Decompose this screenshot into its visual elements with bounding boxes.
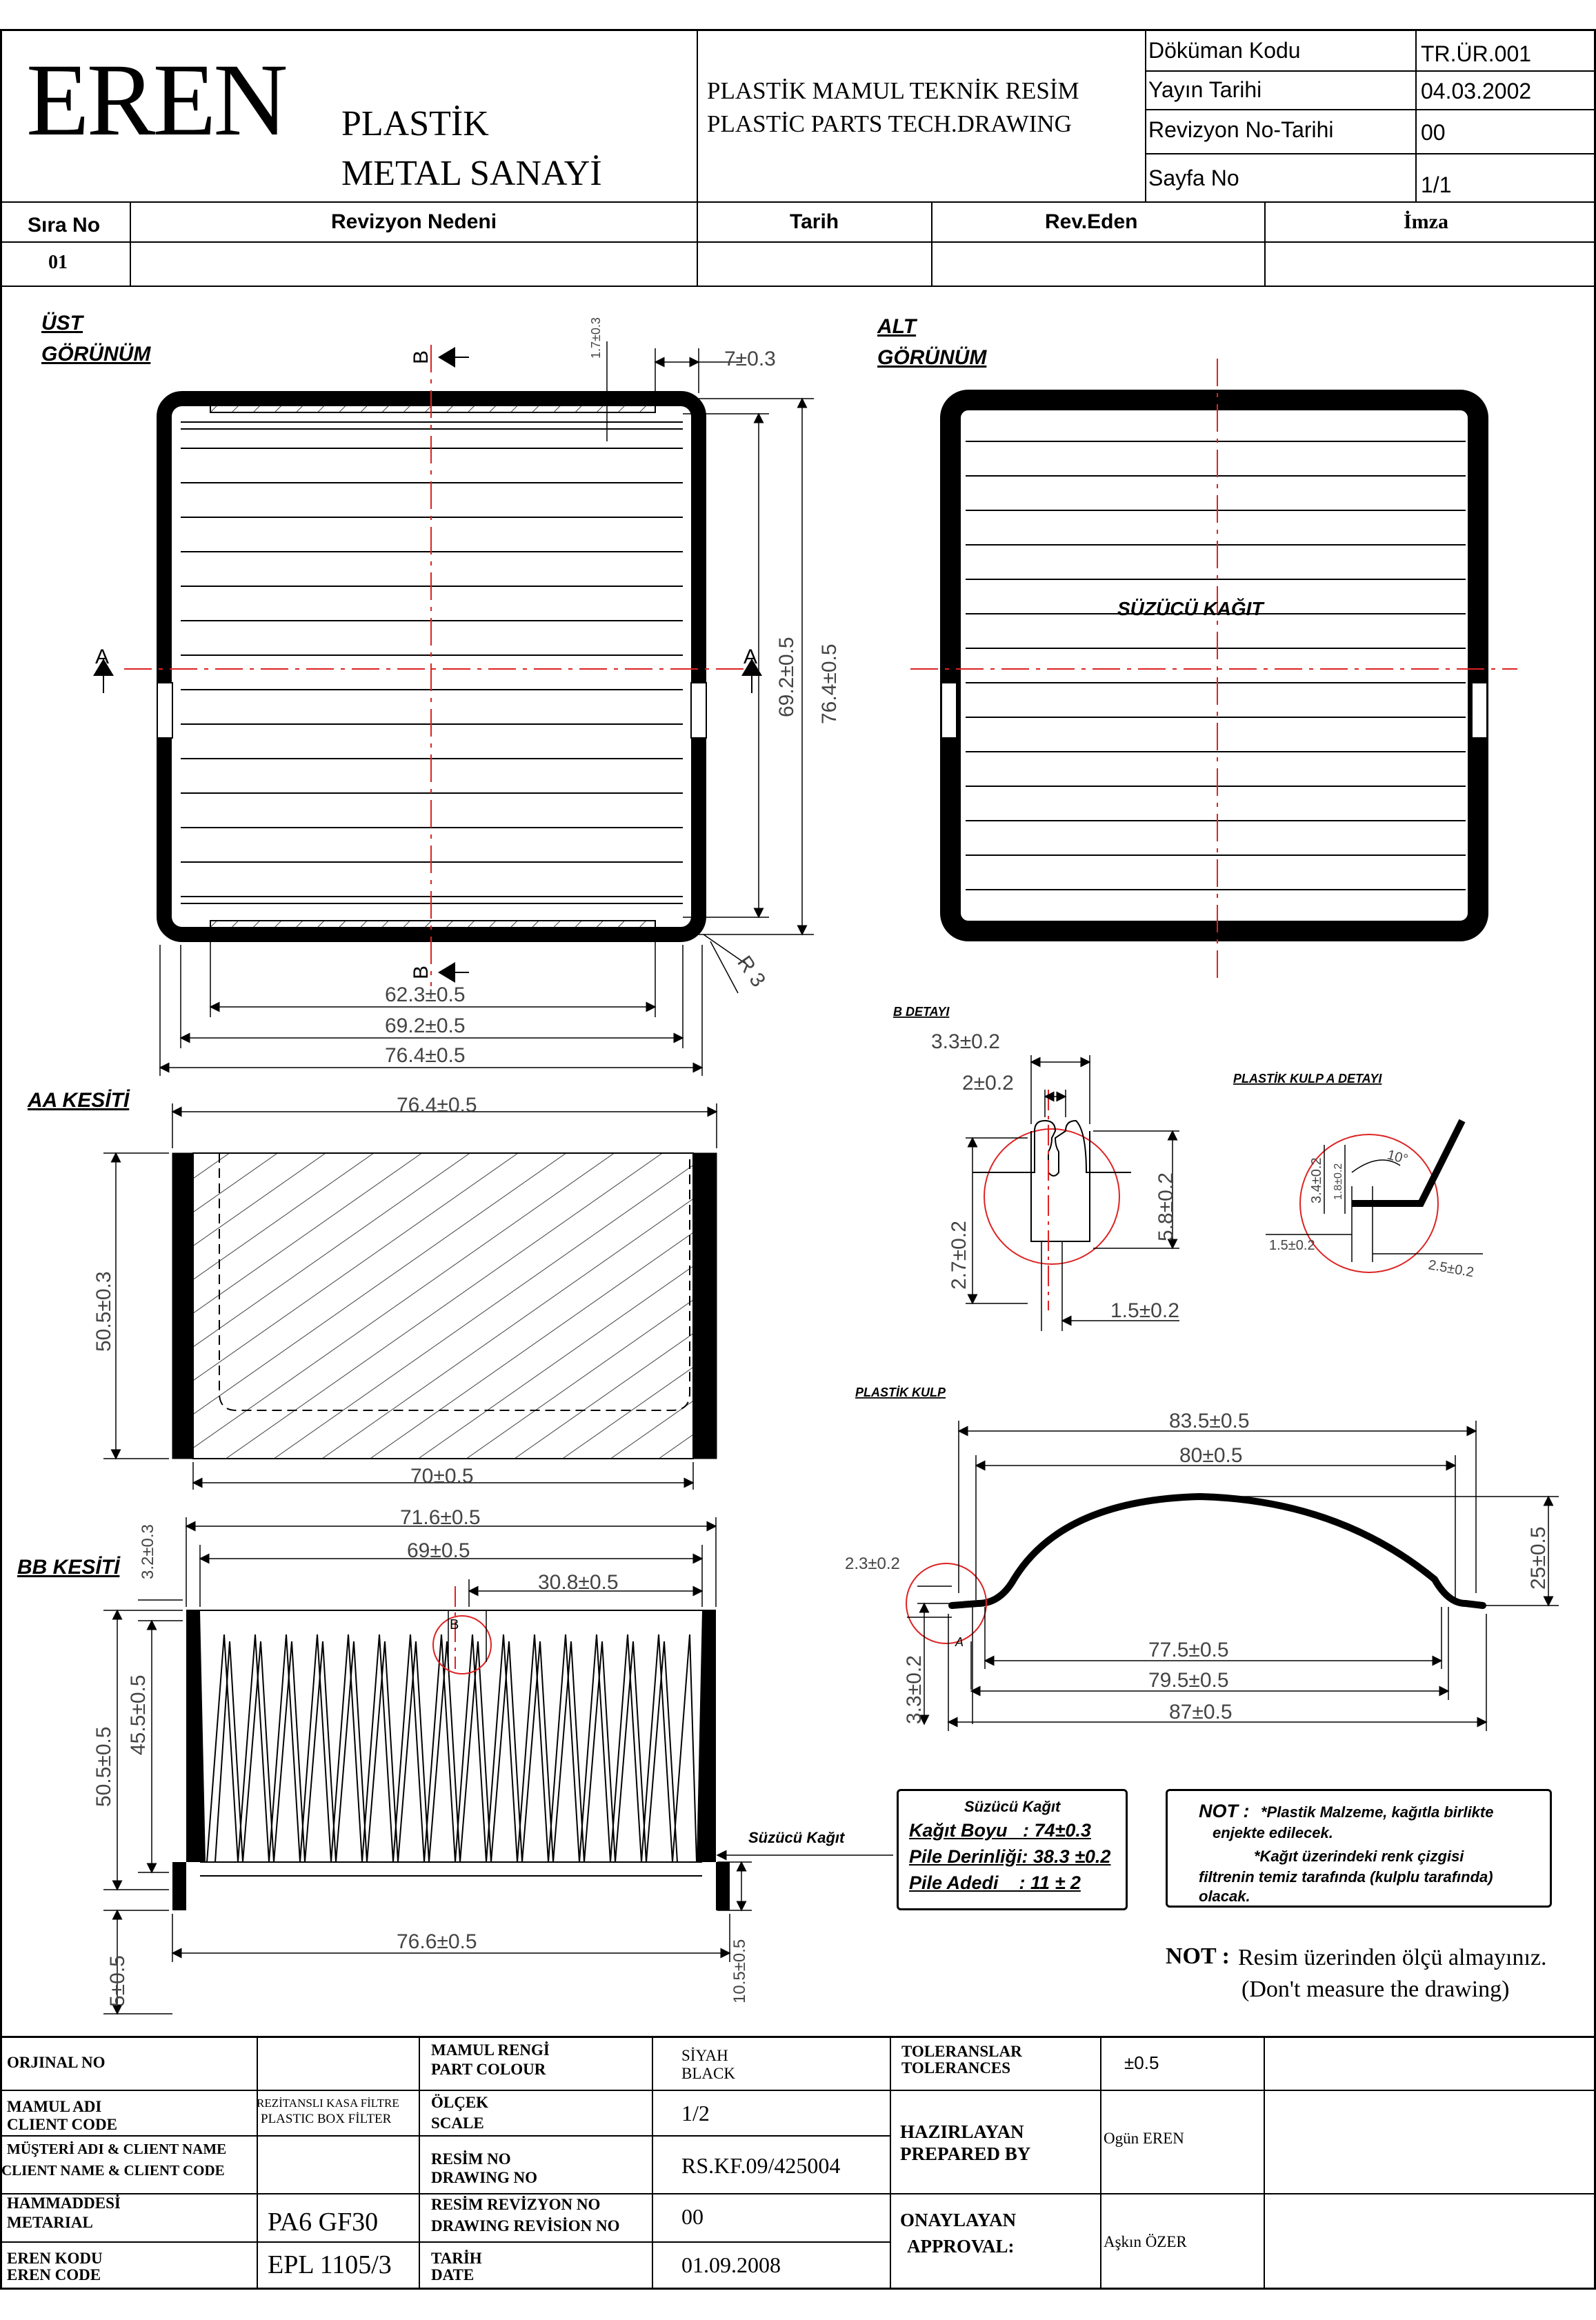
meta-label-page: Sayfa No [1148, 166, 1239, 190]
note-line2: enjekte edilecek. [1213, 1824, 1333, 1841]
title-top-view-1: ÜST [41, 312, 83, 334]
dim-bb-716: 71.6±0.5 [400, 1506, 481, 1529]
dim-top-692b: 69.2±0.5 [385, 1014, 466, 1037]
tb-rev-tr: RESİM REVİZYON NO [431, 2196, 601, 2213]
note-line3: *Kağıt üzerindeki renk çizgisi [1254, 1848, 1464, 1865]
section-a-left: A [95, 646, 110, 668]
title-bottom-view-2: GÖRÜNÜM [877, 346, 987, 369]
section-b-bottom: B [410, 965, 432, 979]
dim-top-623: 62.3±0.5 [385, 983, 466, 1006]
logo-line2: METAL SANAYİ [341, 154, 602, 193]
top-view [93, 341, 814, 1076]
rev-row-no: 01 [48, 252, 68, 273]
meta-label-doc-code: Döküman Kodu [1148, 38, 1301, 63]
note-line5: olacak. [1199, 1888, 1250, 1905]
bottom-view [910, 359, 1517, 979]
dim-h-23: 2.3±0.2 [845, 1554, 900, 1573]
tb-prepared: Ogün EREN [1104, 2130, 1184, 2147]
dim-bd-2: 2±0.2 [962, 1072, 1014, 1094]
tb-approved: Aşkın ÖZER [1104, 2233, 1187, 2250]
dim-aa-70: 70±0.5 [410, 1465, 474, 1488]
dim-top-17: 1.7±0.3 [589, 317, 603, 359]
dim-ad-25: 2.5±0.2 [1427, 1257, 1475, 1281]
tb-hammadde: HAMMADDESİ [7, 2194, 121, 2212]
filter-box-title: Süzücü Kağıt [964, 1798, 1061, 1815]
tb-eren-kodu: EREN KODU [7, 2250, 103, 2267]
dim-h-80: 80±0.5 [1179, 1444, 1243, 1467]
dim-bb-455: 45.5±0.5 [127, 1674, 150, 1755]
tb-rev-en: DRAWING REVİSİON NO [431, 2217, 620, 2234]
dim-bd-15: 1.5±0.2 [1110, 1299, 1179, 1322]
tb-ona-tr: ONAYLAYAN [900, 2210, 1017, 2230]
rev-header-no: Sıra No [28, 214, 101, 237]
rev-header-reason: Revizyon Nedeni [331, 210, 497, 233]
tb-product-en: PLASTIC BOX FİLTER [261, 2112, 392, 2126]
tb-olcek-tr: ÖLÇEK [431, 2094, 489, 2111]
tb-product-tr: REZİTANSLI KASA FİLTRE [257, 2097, 399, 2110]
tb-date: 01.09.2008 [681, 2252, 781, 2277]
dim-h-25: 25±0.5 [1527, 1526, 1550, 1590]
tb-tol-tr: TOLERANSLAR [901, 2043, 1022, 2060]
tb-tarih-en: DATE [431, 2266, 475, 2283]
filter-paper-box [897, 1789, 1128, 1910]
dim-bd-58: 5.8±0.2 [1155, 1172, 1177, 1241]
dim-top-r: R 3 [732, 952, 770, 992]
note-label: NOT : [1199, 1801, 1250, 1821]
bb-section [103, 1517, 893, 2014]
dim-bb-32: 3.2±0.3 [139, 1524, 157, 1579]
tb-mamul-adi: MAMUL ADI [7, 2098, 102, 2115]
filter-paper-label: SÜZÜCÜ KAĞIT [1117, 598, 1264, 619]
dim-bb-69: 69±0.5 [407, 1539, 470, 1562]
tb-resim-no-en: DRAWING NO [431, 2169, 537, 2186]
tb-color-en: BLACK [681, 2065, 735, 2082]
dim-h-33: 3.3±0.2 [903, 1655, 926, 1724]
pleated-filter [207, 1634, 697, 1862]
dim-bb-105: 10.5±0.5 [730, 1939, 749, 2003]
tb-resim-no-tr: RESİM NO [431, 2150, 511, 2168]
note-line4: filtrenin temiz tarafında (kulplu tarafında) [1199, 1868, 1493, 1886]
tb-olcek-en: SCALE [431, 2114, 484, 2132]
meta-label-revision: Revizyon No-Tarihi [1148, 117, 1334, 142]
dim-h-775: 77.5±0.5 [1148, 1639, 1229, 1661]
meta-value-doc-code: TR.ÜR.001 [1421, 41, 1532, 66]
dim-aa-764: 76.4±0.5 [397, 1094, 477, 1117]
note-box [1166, 1789, 1552, 1908]
title-a-detail: PLASTİK KULP A DETAYI [1233, 1072, 1382, 1086]
logo-big: EREN [26, 43, 286, 157]
handle-view [906, 1421, 1559, 1731]
logo-line1: PLASTİK [341, 104, 489, 143]
tb-code: EPL 1105/3 [268, 2250, 392, 2279]
title-aa-section: AA KESİTİ [28, 1089, 130, 1112]
section-a-right: A [744, 646, 758, 668]
dim-bb-308: 30.8±0.5 [538, 1571, 619, 1594]
dim-bd-33: 3.3±0.2 [931, 1030, 1000, 1053]
rev-header-date: Tarih [790, 210, 839, 233]
title-b-detail: B DETAYI [893, 1005, 950, 1019]
dim-ad-10: 10° [1385, 1147, 1410, 1168]
top-view-dims [95, 317, 841, 1067]
filter-paper-callout: Süzücü Kağıt [748, 1829, 845, 1846]
tb-tol-en: TOLERANCES [901, 2059, 1011, 2077]
dim-ad-15: 1.5±0.2 [1269, 1238, 1315, 1253]
dim-top-692: 69.2±0.5 [775, 637, 798, 717]
dim-h-87: 87±0.5 [1169, 1701, 1233, 1723]
tb-rev: 00 [681, 2204, 704, 2229]
doc-title-en: PLASTİC PARTS TECH.DRAWING [707, 110, 1072, 137]
dim-bd-27: 2.7±0.2 [948, 1221, 970, 1290]
tb-tarih-tr: TARİH [431, 2250, 482, 2267]
rev-header-sign: İmza [1404, 210, 1448, 233]
tb-color-tr: SİYAH [681, 2047, 728, 2064]
dim-top-764: 76.4±0.5 [818, 643, 841, 724]
note-line1: *Plastik Malzeme, kağıtla birlikte [1261, 1803, 1494, 1821]
tb-musteri: MÜŞTERİ ADI & CLIENT NAME [7, 2141, 227, 2157]
tb-scale: 1/2 [681, 2101, 710, 2126]
filter-box-count: Pile Adedi : 11 ± 2 [909, 1872, 1081, 1893]
tb-client-code: CLIENT CODE [7, 2116, 117, 2133]
tb-material: PA6 GF30 [268, 2208, 379, 2237]
meta-value-page: 1/1 [1421, 172, 1452, 197]
dim-ad-18: 1.8±0.2 [1333, 1163, 1344, 1200]
tb-haz-en: PREPARED BY [900, 2143, 1031, 2164]
dim-bb-505: 50.5±0.5 [92, 1726, 115, 1807]
doc-title-tr: PLASTİK MAMUL TEKNİK RESİM [707, 77, 1079, 104]
dim-top-764b: 76.4±0.5 [385, 1044, 466, 1067]
tb-renk-tr: MAMUL RENGİ [431, 2041, 550, 2059]
tb-eren-code: EREN CODE [7, 2266, 101, 2283]
dim-bb-5: 5±0.5 [106, 1955, 129, 2007]
section-b-top: B [410, 350, 432, 364]
title-bb-section: BB KESİTİ [17, 1556, 120, 1579]
tb-renk-en: PART COLOUR [431, 2061, 546, 2078]
dim-h-835: 83.5±0.5 [1169, 1410, 1250, 1432]
tb-material-label: METARIAL [7, 2214, 93, 2231]
dim-bb-766: 76.6±0.5 [397, 1930, 477, 1953]
measure-note-label: NOT : [1166, 1943, 1230, 1969]
dim-ad-34: 3.4±0.2 [1309, 1157, 1324, 1203]
rev-header-by: Rev.Eden [1045, 210, 1138, 233]
filter-box-length: Kağıt Boyu : 74±0.3 [909, 1820, 1091, 1841]
b-detail [966, 1055, 1179, 1331]
measure-note-tr: Resim üzerinden ölçü almayınız. [1238, 1945, 1547, 1970]
title-bottom-view-1: ALT [877, 315, 917, 338]
bb-detail-b-mark: B [450, 1617, 459, 1632]
tb-tolerance: ±0.5 [1124, 2052, 1159, 2073]
tb-drawing-no: RS.KF.09/425004 [681, 2153, 841, 2178]
aa-section [103, 1103, 717, 1490]
title-handle: PLASTİK KULP [855, 1386, 946, 1399]
dim-aa-505: 50.5±0.3 [92, 1271, 115, 1352]
meta-label-date: Yayın Tarihi [1148, 77, 1262, 102]
title-top-view-2: GÖRÜNÜM [41, 343, 151, 366]
meta-value-revision: 00 [1421, 120, 1446, 145]
tb-orjinal-no: ORJINAL NO [7, 2054, 106, 2071]
dim-top-7: 7±0.3 [724, 348, 776, 370]
dim-h-795: 79.5±0.5 [1148, 1669, 1229, 1692]
tb-haz-tr: HAZIRLAYAN [900, 2121, 1024, 2142]
tb-ona-en: APPROVAL: [907, 2236, 1015, 2257]
handle-detail-a-mark: A [955, 1635, 964, 1649]
tb-client-name-code: CLIENT NAME & CLIENT CODE [1, 2162, 225, 2179]
filter-box-depth: Pile Derinliği: 38.3 ±0.2 [909, 1846, 1111, 1867]
measure-note-en: (Don't measure the drawing) [1241, 1977, 1510, 2002]
meta-value-date: 04.03.2002 [1421, 79, 1532, 103]
